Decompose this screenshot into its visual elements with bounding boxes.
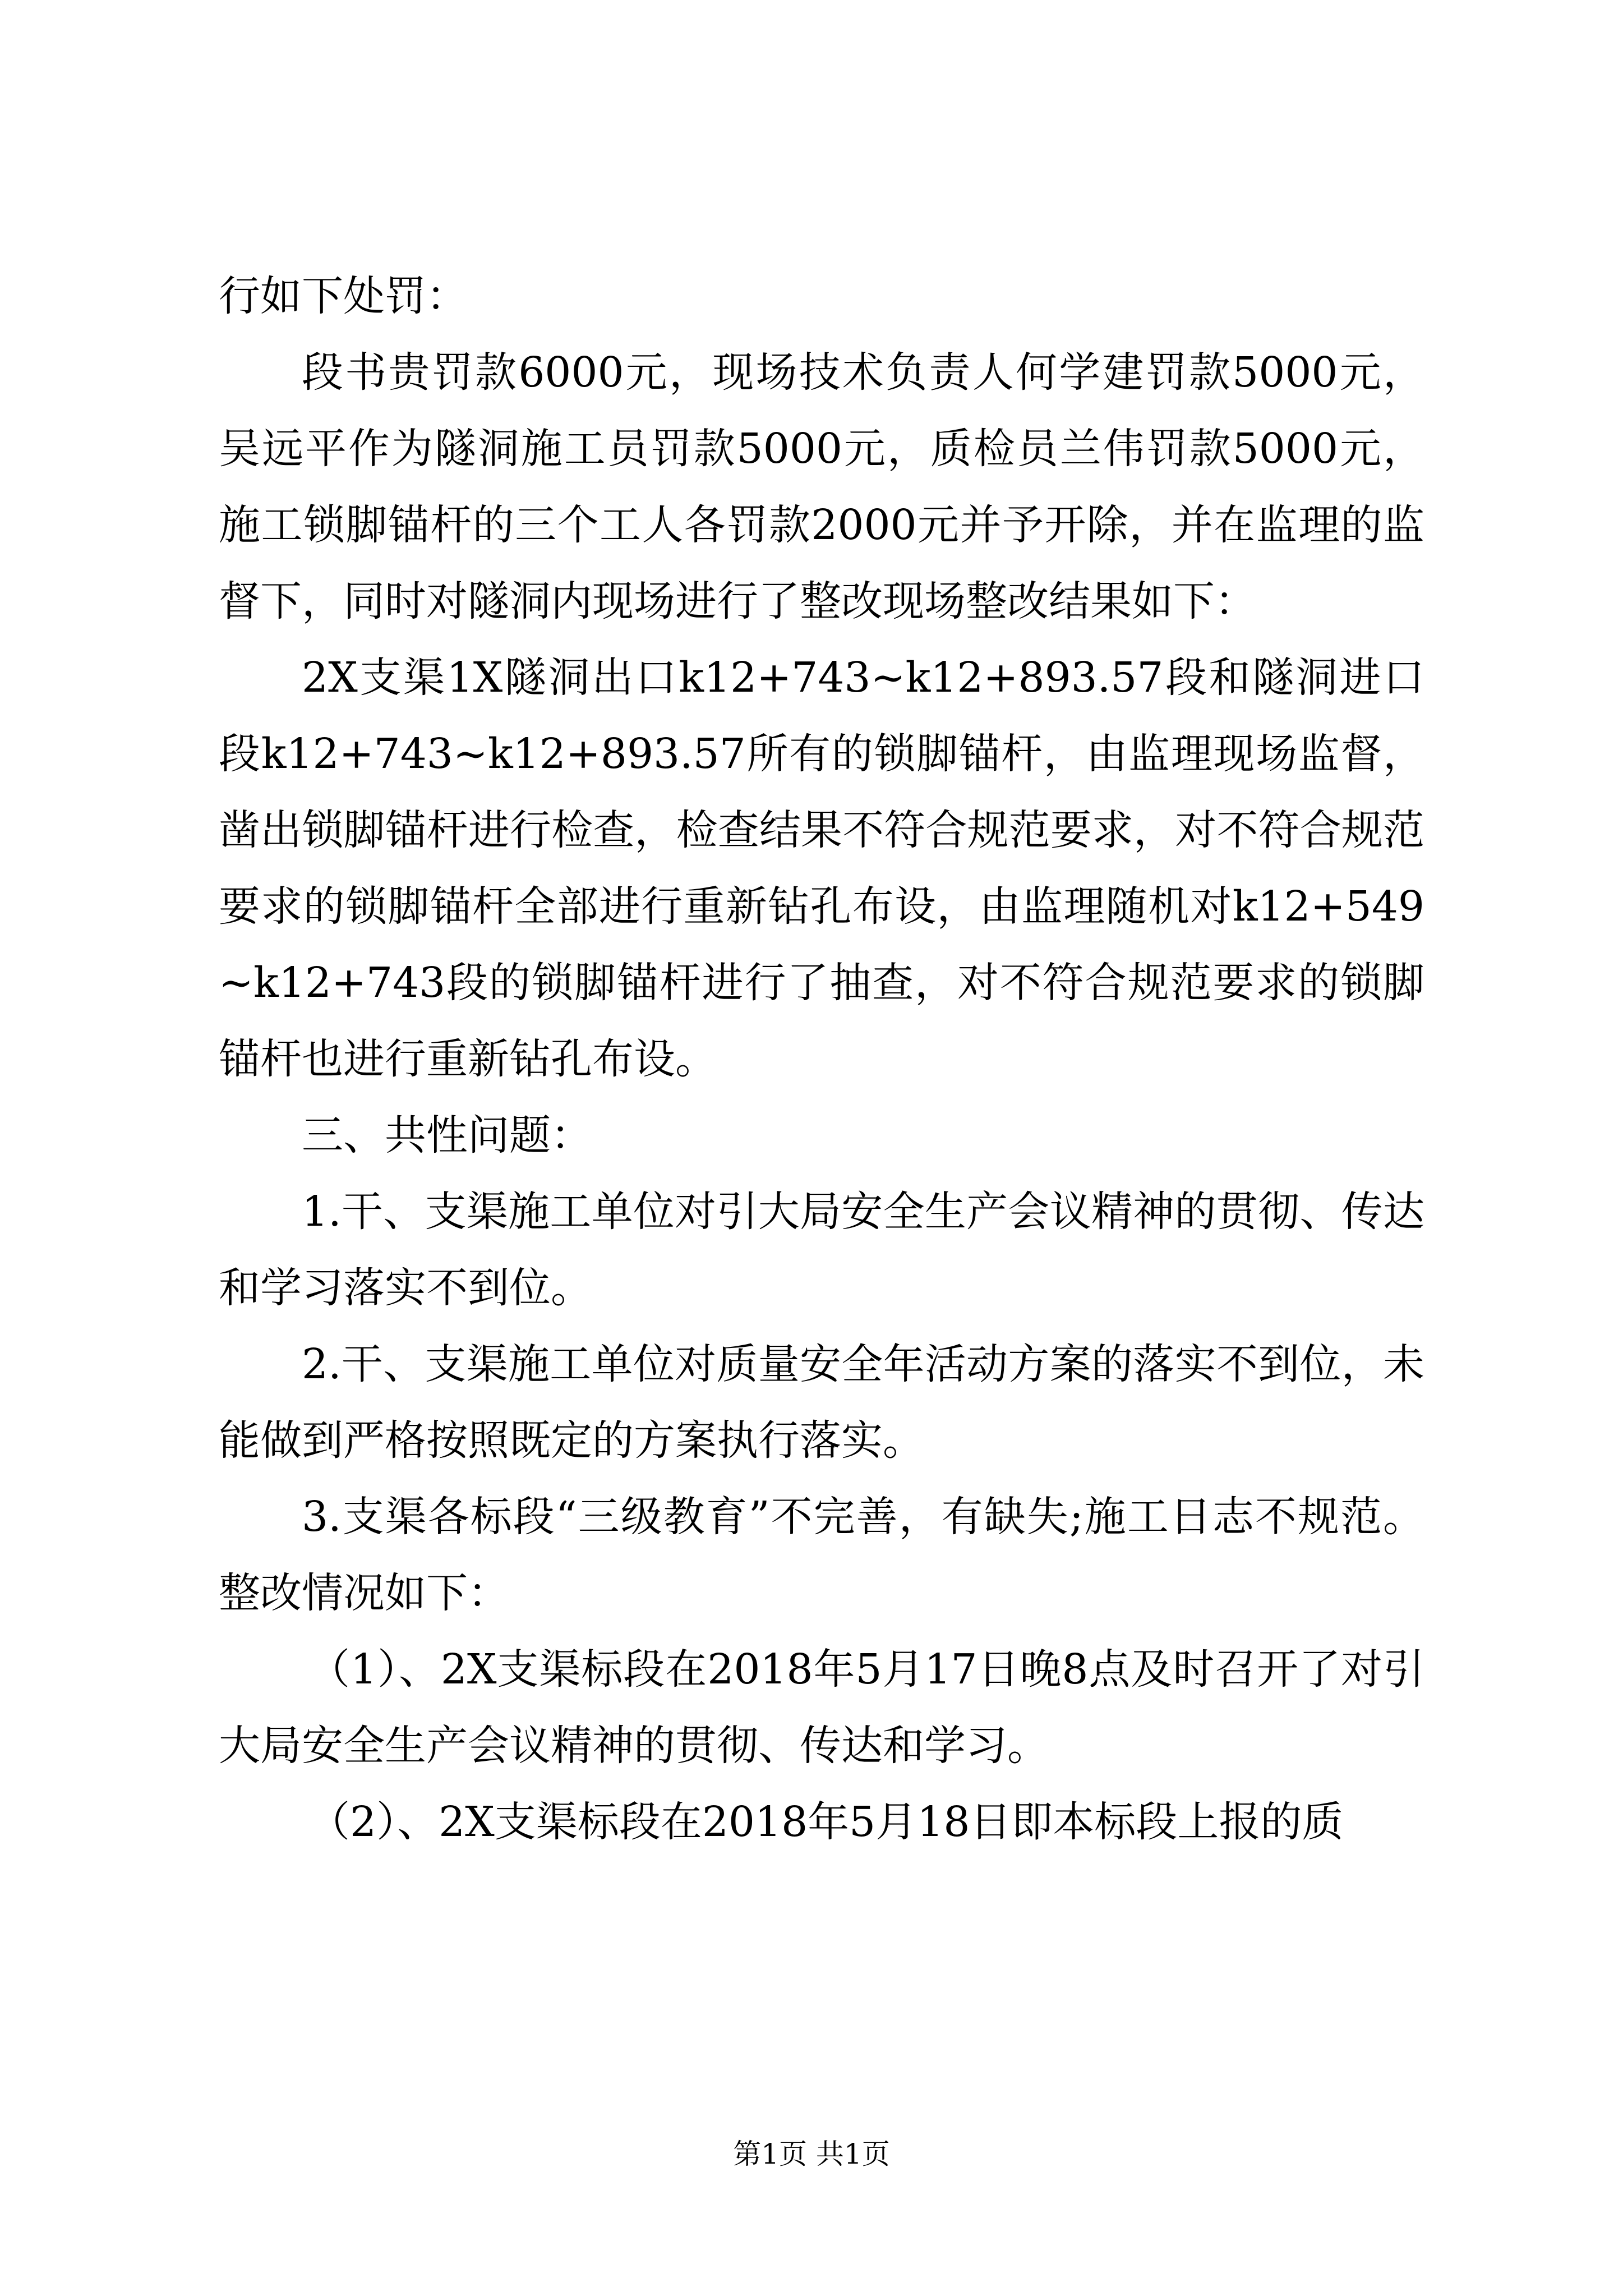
paragraph-penalty-intro: 行如下处罚： — [219, 272, 468, 320]
page-number-label: 第1页 共1页 — [733, 2138, 890, 2170]
page-footer — [0, 2137, 1623, 2171]
paragraph-penalties: 段书贵罚款6000元，现场技术负责人何学建罚款5000元，吴远平作为隧洞施工员罚款5000元，质检员兰伟罚款5000元，施工锁脚锚杆的三个工人各罚款2000元并予开除，并在监理的监督下，同时对隧洞内现场进行了整改现场整改结果如下： — [219, 348, 1424, 625]
list-item-issue-3: 3.支渠各标段“三级教育”不完善，有缺失;施工日志不规范。整改情况如下： — [219, 1493, 1424, 1617]
section-heading-common-issues: 三、共性问题： — [302, 1111, 592, 1159]
list-item-issue-1: 1.干、支渠施工单位对引大局安全生产会议精神的贯彻、传达和学习落实不到位。 — [219, 1188, 1424, 1312]
paragraph-rectification-result: 2X支渠1X隧洞出口k12+743~k12+893.57段和隧洞进口段k12+743~k12+893.57所有的锁脚锚杆，由监理现场监督，凿出锁脚锚杆进行检查，检查结果不符合规范要求，对不符合规范要求的锁脚锚杆全部进行重新钻孔布设，由监理随机对k12+549~k12+743段的锁脚锚杆进行了抽查，对不符合规范要求的锁脚锚杆也进行重新钻孔布设。 — [219, 654, 1424, 1083]
list-item-rectification-1: （1）、2X支渠标段在2018年5月17日晚8点及时召开了对引大局安全生产会议精神的贯彻、传达和学习。 — [219, 1645, 1424, 1770]
list-item-rectification-2: （2）、2X支渠标段在2018年5月18日即本标段上报的质 — [308, 1798, 1344, 1846]
list-item-issue-2: 2.干、支渠施工单位对质量安全年活动方案的落实不到位，未能做到严格按照既定的方案执行落实。 — [219, 1340, 1424, 1465]
document-body — [219, 258, 1424, 1860]
